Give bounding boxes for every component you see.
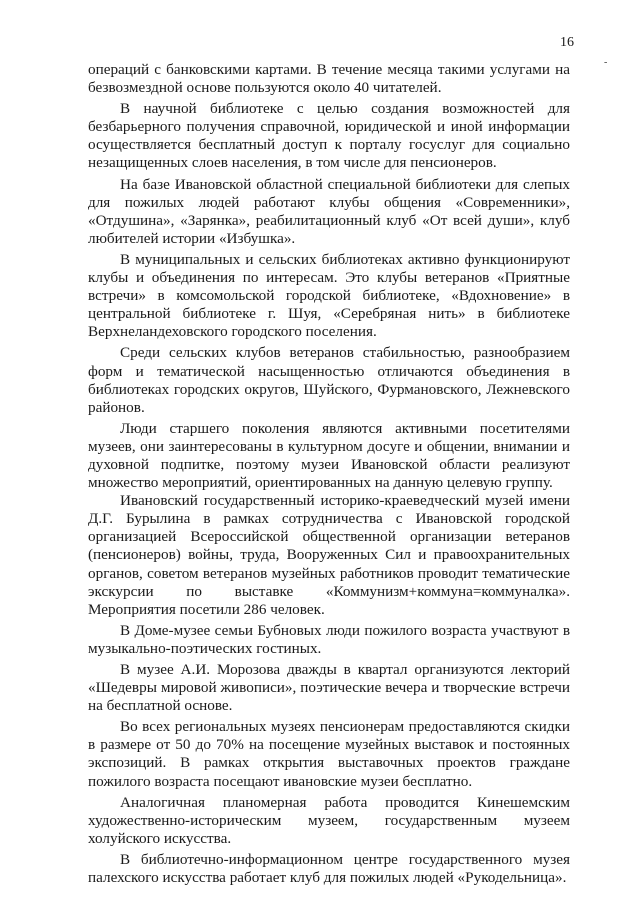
paragraph: операций с банковскими картами. В течение месяца такими услугами на безвозмездной основе пользуются около 40 читателей. xyxy=(88,61,570,97)
paragraph: Аналогичная планомерная работа проводится Кинешемским художественно-историческим музеем, государственным музеем холуйского искусства. xyxy=(88,793,570,847)
paragraph: В муниципальных и сельских библиотеках активно функционируют клубы и объединения по интересам. Это клубы ветеранов «Приятные встречи» в комсомольской городской библиотеке, «Вдохновение» в центральной библиотеке г. Шуя, «Серебряная нить» в библиотеке Верхнеландеховского городского поселения. xyxy=(88,250,570,341)
paragraph: В научной библиотеке с целью создания возможностей для безбарьерного получения справочной, юридической и иной информации осуществляется бесплатный доступ к порталу госуслуг для социально незащищенных слоев населения, в том числе для пенсионеров. xyxy=(88,100,570,172)
paragraph: Среди сельских клубов ветеранов стабильностью, разнообразием форм и тематической насыщенностью отличаются объединения в библиотеках городских округов, Шуйского, Фурмановского, Лежневского районов. xyxy=(88,344,570,416)
margin-mark: - xyxy=(604,57,608,68)
body-text xyxy=(88,61,570,887)
paragraph: Люди старшего поколения являются активными посетителями музеев, они заинтересованы в культурном досуге и общении, внимании и духовной подпитке, поэтому музеи Ивановской области реализуют множество мероприятий, ориентированных на данную целевую группу. xyxy=(88,419,570,492)
paragraph: Во всех региональных музеях пенсионерам предоставляются скидки в размере от 50 до 70% на посещение музейных выставок и постоянных экспозиций. В рамках открытия выставочных проектов граждане пожилого возраста посещают ивановские музеи бесплатно. xyxy=(88,718,570,790)
paragraph: В музее А.И. Морозова дважды в квартал организуются лекторий «Шедевры мировой живописи», поэтические вечера и творческие встречи на бесплатной основе. xyxy=(88,661,570,715)
paragraph: Ивановский государственный историко-краеведческий музей имени Д.Г. Бурылина в рамках сотрудничества с Ивановской городской организацией Всероссийской общественной организации ветеранов (пенсионеров) войны, труда, Вооруженных Сил и правоохранительных органов, советом ветеранов музейных работников проводит тематические экскурсии по выставке «Коммунизм+коммуна=коммуналка». Мероприятия посетили 286 человек. xyxy=(88,492,570,618)
page-number: 16 xyxy=(560,35,574,50)
paragraph: На базе Ивановской областной специальной библиотеки для слепых для пожилых людей работают клубы общения «Современники», «Отдушина», «Зарянка», реабилитационный клуб «От всей души», клуб любителей истории «Избушка». xyxy=(88,175,570,247)
paragraph: В Доме-музее семьи Бубновых люди пожилого возраста участвуют в музыкально-поэтических гостиных. xyxy=(88,621,570,657)
paragraph: В библиотечно-информационном центре государственного музея палехского искусства работает клуб для пожилых людей «Рукодельница». xyxy=(88,850,570,887)
